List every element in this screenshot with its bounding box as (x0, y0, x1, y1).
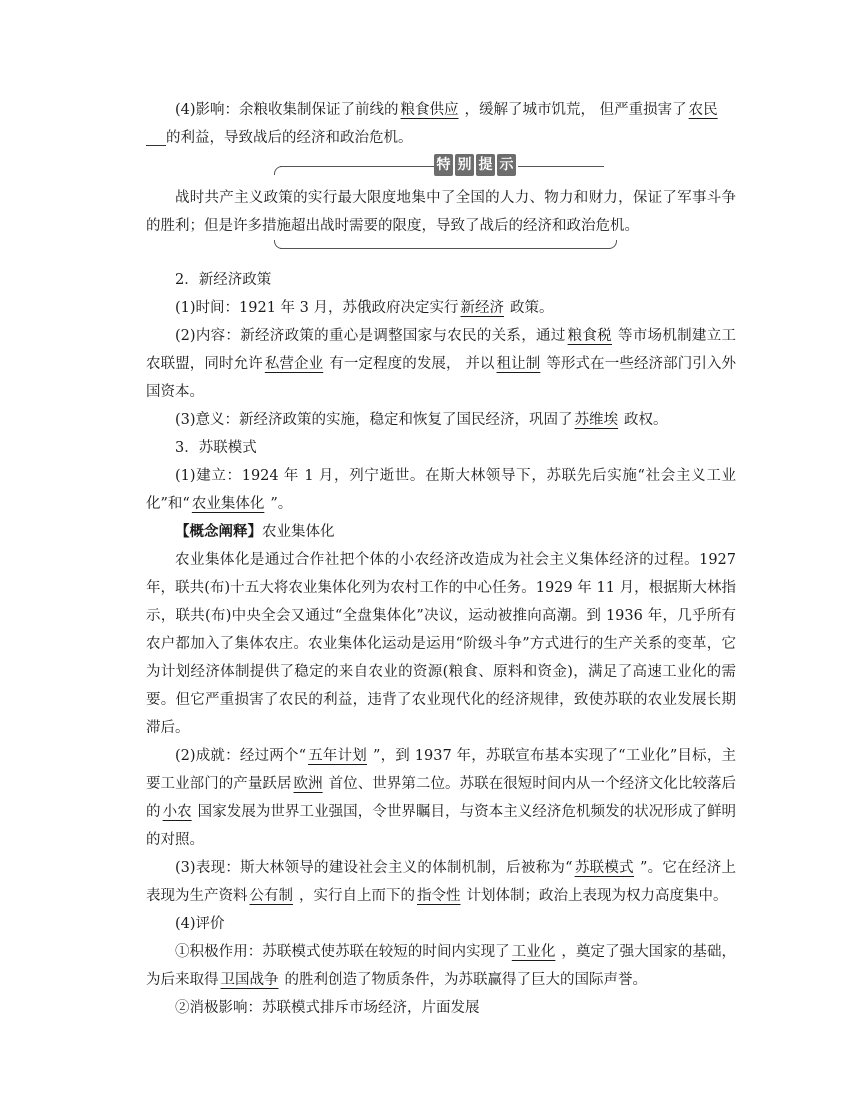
tip-title (434, 154, 516, 176)
text: (3)表现：斯大林领导的建设社会主义的体制机制，后被称为“ (175, 860, 573, 876)
concept-text: 农业集体化是通过合作社把个体的小农经济改造成为社会主义集体经济的过程。1927 年，联共(布)十五大将农业集体化列为农村工作的中心任务。1929 年 11 月，根据斯大林指示，联共(布)中央全会又通过“全盘集体化”决议，运动被推向高潮。到 1936 年，几乎所有农户都加入了集体农庄。农业集体化运动是运用“阶级斗争”方式进行的生产关系的变革，它为计划经济体制提供了稳定的来自农业的资源(粮食、原料和资金)，满足了高速工业化的需要。但它严重损害了农民的利益，违背了农业现代化的经济规律，致使苏联的农业发展长期滞后。 (146, 552, 736, 736)
tip-char: 特 (434, 154, 453, 176)
answer-blank: 农业集体化 (191, 496, 265, 512)
text: ，奠定了强大国家的基础，为后来取得 (146, 944, 737, 988)
text: (2)内容：新经济政策的重心是调整国家与农民的关系，通过 (175, 328, 566, 344)
section-heading: 2．新经济政策 (175, 272, 272, 288)
answer-blank: 五年计划 (308, 748, 367, 764)
text: 政权。 (624, 412, 668, 428)
tip-border (274, 166, 285, 175)
answer-blank: 小农 (162, 804, 192, 820)
answer-blank: 农民 (688, 102, 718, 118)
concept-heading (146, 518, 736, 546)
answer-blank: 苏维埃 (574, 412, 619, 428)
text: 首位、世界第二位。苏联在很短时间内从一个经济文化比较落后的 (146, 776, 737, 820)
document-page (146, 96, 736, 1022)
answer-blank: 粮食供应 (400, 102, 459, 118)
impact-paragraph (146, 96, 736, 152)
tip-border (608, 240, 617, 249)
text: 等市场机制建立工农联盟，同时允许 (146, 328, 737, 372)
text: 等形式在一些经济部门引入外国资本。 (146, 356, 737, 400)
answer-blank: 粮食税 (567, 328, 612, 344)
text: 的利益，导致战后的经济和政治危机。 (166, 130, 413, 146)
nep-content (146, 322, 736, 406)
tip-char: 示 (497, 154, 516, 176)
tip-footer (146, 240, 736, 266)
text: ①积极作用：苏联模式使苏联在较短的时间内实现了 (175, 944, 510, 960)
text: 计划体制；政治上表现为权力高度集中。 (466, 888, 728, 904)
answer-blank: 租让制 (496, 356, 541, 372)
tip-border (280, 248, 610, 249)
text: (1)建立：1924 年 1 月，列宁逝世。在斯大林领导下，苏联先后实施“社会主义工业化”和“ (146, 468, 736, 512)
text: ，缓解了城市饥荒， 但严重损害了 (464, 102, 687, 118)
tip-border (518, 166, 604, 167)
section-heading: 3．苏联模式 (175, 440, 257, 456)
answer-blank: 公有制 (249, 888, 293, 904)
concept-label: 【概念阐释】 (175, 523, 262, 540)
text: 的胜利创造了物质条件，为苏联赢得了巨大的国际声誉。 (284, 972, 647, 988)
concept-title: 农业集体化 (262, 524, 335, 540)
negative-effect: ②消极影响：苏联模式排斥市场经济，片面发展 (175, 1000, 480, 1016)
text: (2)成就：经过两个“ (175, 748, 307, 764)
positive-effect (146, 938, 736, 994)
answer-blank: 工业化 (511, 944, 556, 960)
model-build (146, 462, 736, 518)
nep-time (146, 294, 736, 322)
model-manifestation (146, 854, 736, 910)
answer-blank: 欧洲 (293, 776, 323, 792)
tip-char: 别 (455, 154, 474, 176)
tip-char: 提 (476, 154, 495, 176)
answer-blank: 私营企业 (264, 356, 324, 372)
tip-text: 战时共产主义政策的实行最大限度地集中了全国的人力、物力和财力，保证了军事斗争的胜利；但是许多措施超出战时需要的限度，导致了战后的经济和政治危机。 (146, 190, 736, 234)
text: 有一定程度的发展， 并以 (329, 356, 495, 372)
text: ”。它在经济上表现为生产资料 (146, 860, 737, 904)
text: 政策。 (510, 300, 554, 316)
text: 国家发展为世界工业强国，令世界瞩目，与资本主义经济危机频发的状况形成了鲜明的对照。 (146, 804, 737, 848)
text: (4)影响：余粮收集制保证了前线的 (175, 102, 399, 118)
nep-meaning (146, 406, 736, 434)
answer-blank: 新经济 (460, 300, 504, 316)
tip-border (280, 166, 434, 167)
text: ”，到 1937 年，苏联宣布基本实现了“工业化”目标，主要工业部门的产量跃居 (146, 748, 737, 792)
underline-blank (146, 129, 166, 146)
answer-blank: 指令性 (417, 888, 461, 904)
text: ”。 (270, 496, 293, 512)
evaluation-heading: (4)评价 (175, 916, 225, 932)
text: (3)意义：新经济政策的实施，稳定和恢复了国民经济，巩固了 (175, 412, 573, 428)
answer-blank: 卫国战争 (220, 972, 279, 988)
model-achievement (146, 742, 736, 854)
text: (1)时间：1921 年 3 月，苏俄政府决定实行 (175, 300, 459, 316)
text: ，实行自上而下的 (299, 888, 415, 904)
tip-header (146, 154, 736, 180)
answer-blank: 苏联模式 (574, 860, 634, 876)
